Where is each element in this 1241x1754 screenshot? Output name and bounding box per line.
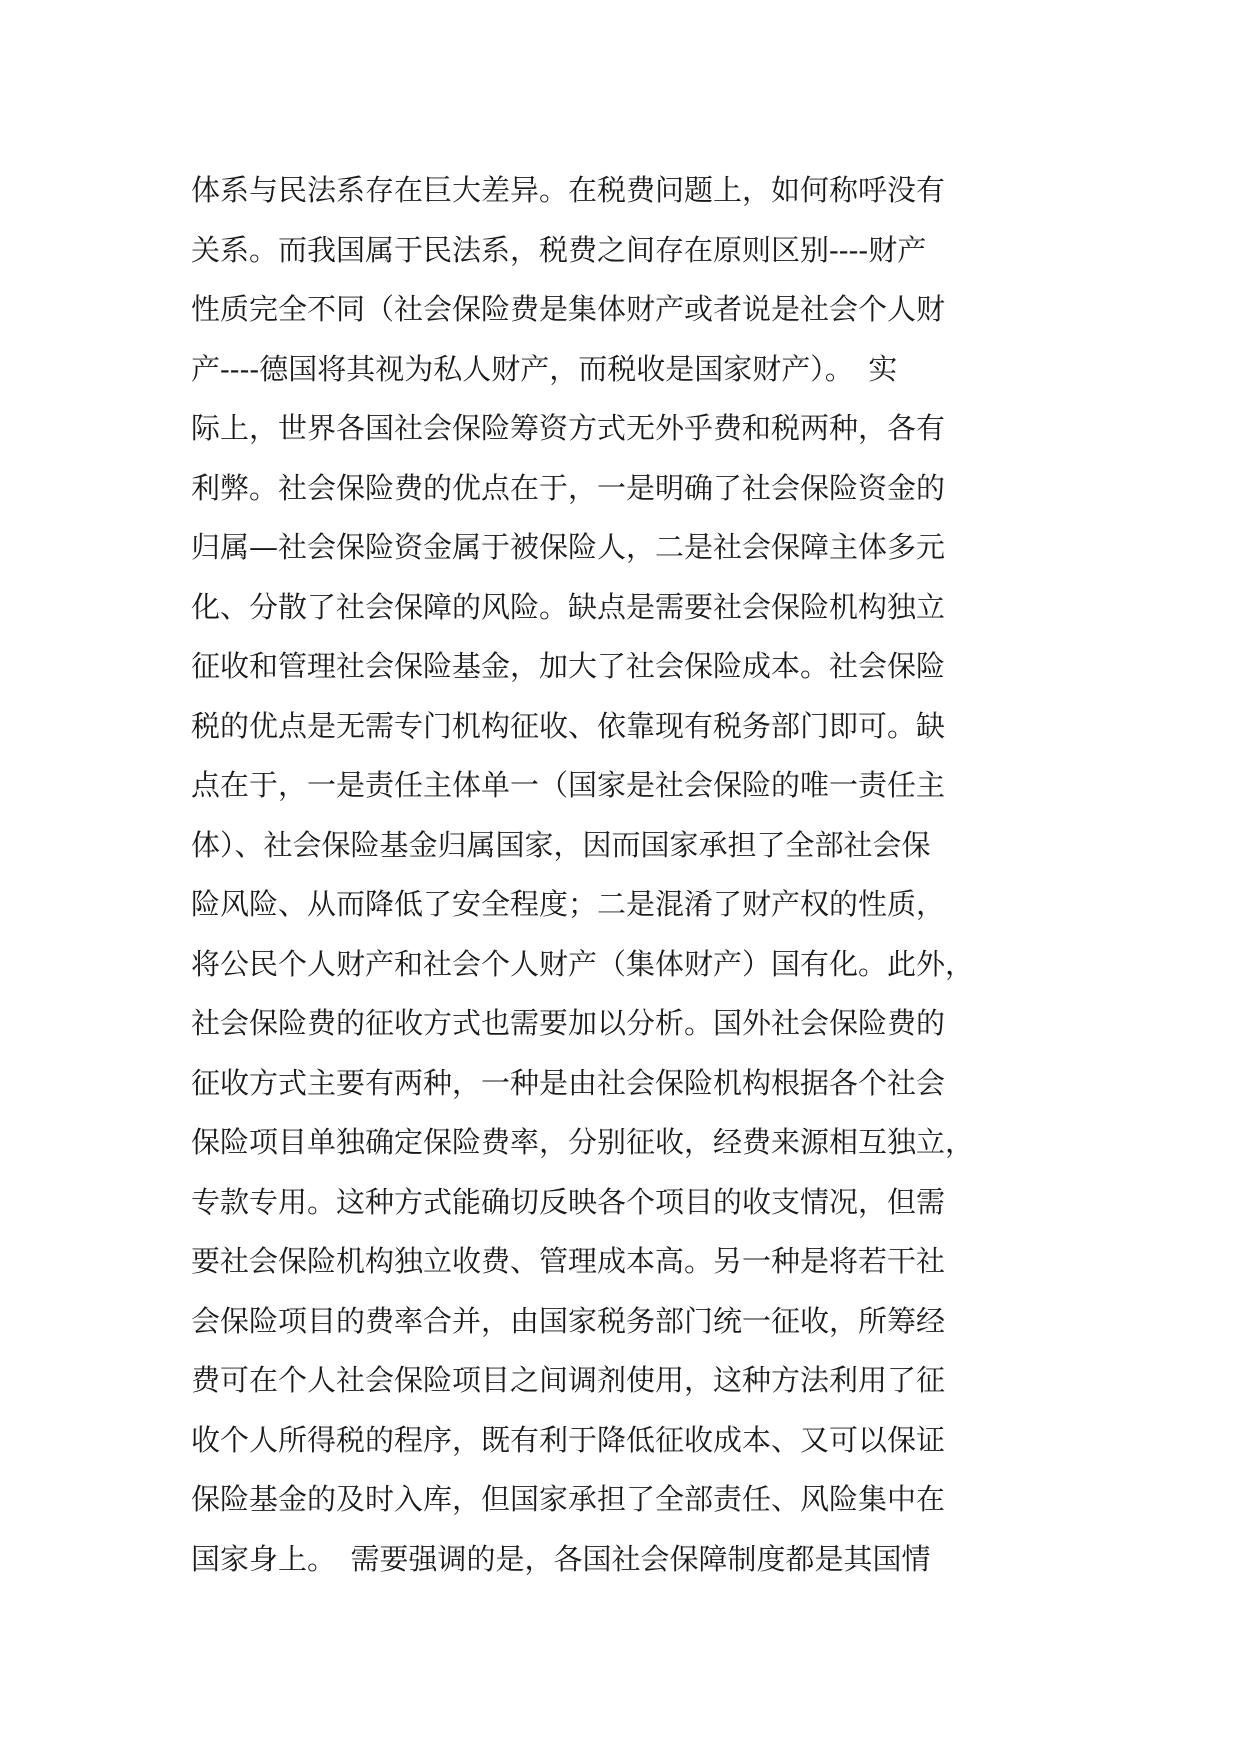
text-line: 收个人所得税的程序，既有利于降低征收成本、又可以保证: [191, 1422, 946, 1457]
text-line: 点在于，一是责任主体单一（国家是社会保险的唯一责任主: [191, 768, 946, 802]
text-line: 利弊。社会保险费的优点在于，一是明确了社会保险资金的: [191, 470, 946, 505]
text-line: 保险基金的及时入库，但国家承担了全部责任、风险集中在: [191, 1482, 946, 1516]
text-line: 产----德国将其视为私人财产，而税收是国家财产）。 实: [191, 351, 898, 386]
text-line: 社会保险费的征收方式也需要加以分析。国外社会保险费的: [191, 1006, 946, 1040]
text-line: 体）、社会保险基金归属国家，因而国家承担了全部社会保: [191, 827, 931, 862]
text-line: 征收方式主要有两种，一种是由社会保险机构根据各个社会: [191, 1065, 946, 1100]
text-line: 征收和管理社会保险基金，加大了社会保险成本。社会保险: [191, 649, 946, 683]
text-line: 将公民个人财产和社会个人财产（集体财产）国有化。此外，: [191, 946, 975, 981]
text-line: 关系。而我国属于民法系，税费之间存在原则区别----财产: [191, 232, 927, 267]
body-text: [191, 161, 1071, 1589]
text-line: 化、分散了社会保障的风险。缺点是需要社会保险机构独立: [191, 589, 946, 624]
text-line: 险风险、从而降低了安全程度；二是混淆了财产权的性质，: [191, 887, 946, 921]
text-line: 性质完全不同（社会保险费是集体财产或者说是社会个人财: [191, 292, 946, 326]
text-line: 归属—社会保险资金属于被保险人，二是社会保障主体多元: [191, 530, 946, 564]
text-line: 专款专用。这种方式能确切反映各个项目的收支情况，但需: [191, 1184, 946, 1219]
text-line: 要社会保险机构独立收费、管理成本高。另一种是将若干社: [191, 1244, 946, 1278]
text-line: 税的优点是无需专门机构征收、依靠现有税务部门即可。缺: [191, 708, 946, 743]
text-line: 费可在个人社会保险项目之间调剂使用，这种方法利用了征: [191, 1363, 946, 1397]
text-line: 国家身上。 需要强调的是，各国社会保障制度都是其国情: [191, 1541, 931, 1576]
text-line: 保险项目单独确定保险费率，分别征收，经费来源相互独立，: [191, 1125, 975, 1159]
text-line: 际上，世界各国社会保险筹资方式无外乎费和税两种，各有: [191, 411, 946, 445]
text-line: 会保险项目的费率合并，由国家税务部门统一征收，所筹经: [191, 1303, 946, 1338]
text-line: 体系与民法系存在巨大差异。在税费问题上，如何称呼没有: [191, 173, 946, 207]
